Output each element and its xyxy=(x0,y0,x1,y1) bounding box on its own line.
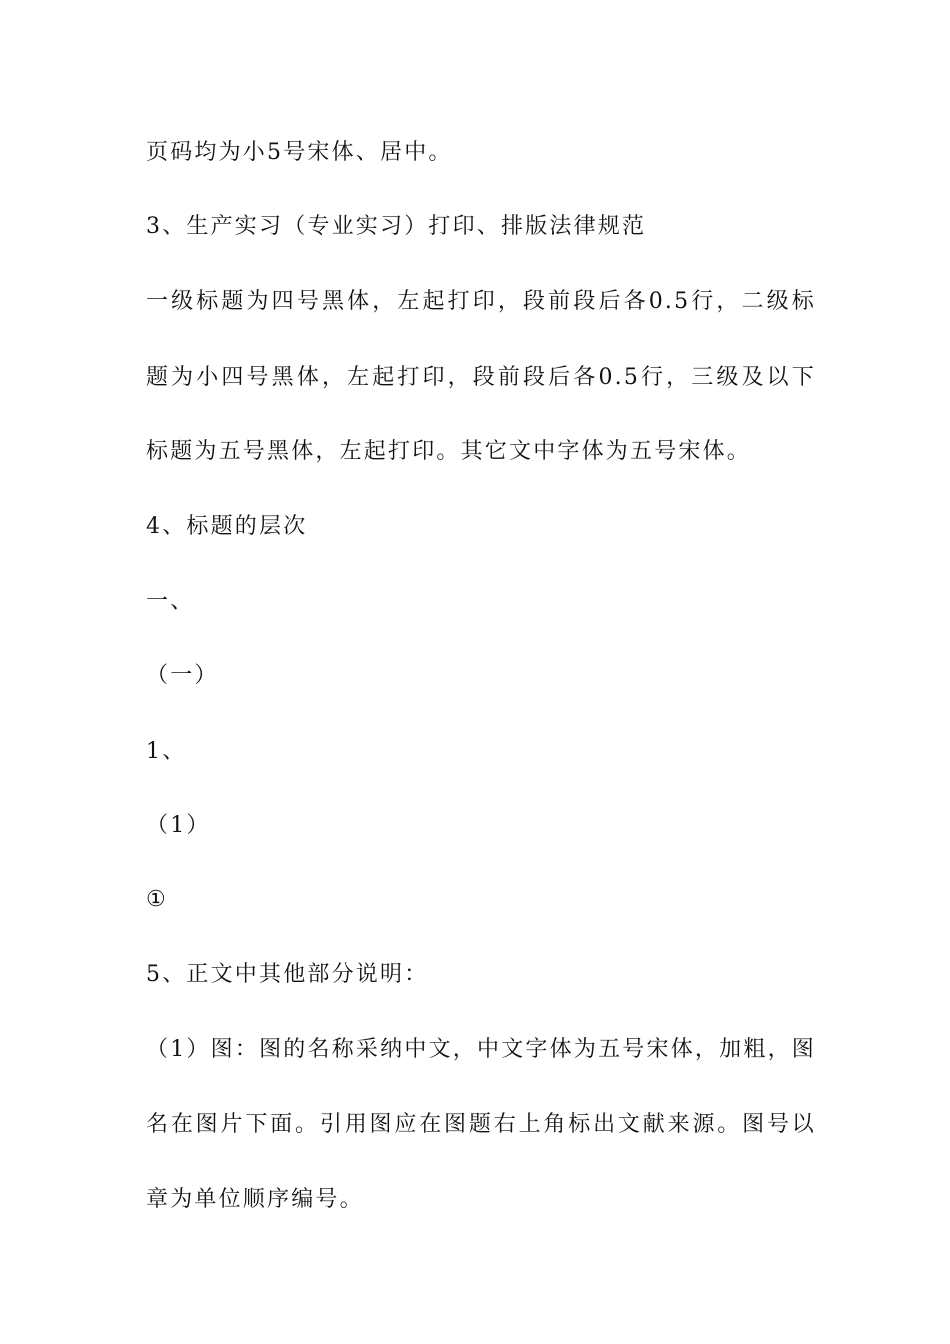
level-example-2: （一） xyxy=(146,663,219,688)
paragraph-line: 章为单位顺序编号。 xyxy=(146,1187,364,1212)
heading-5-other-parts: 5、正文中其他部分说明： xyxy=(146,962,429,987)
text-line-page-number-format: 页码均为小5号宋体、居中。 xyxy=(146,140,453,165)
level-example-5: ① xyxy=(146,887,168,912)
paragraph-line: （1）图：图的名称采纳中文，中文字体为五号宋体，加粗，图 xyxy=(146,1037,816,1062)
paragraph-line: 名在图片下面。引用图应在图题右上角标出文献来源。图号以 xyxy=(146,1112,816,1137)
paragraph-line: 标题为五号黑体，左起打印。其它文中字体为五号宋体。 xyxy=(146,439,752,464)
level-example-3: 1、 xyxy=(146,739,187,764)
heading-3-print-layout: 3、生产实习（专业实习）打印、排版法律规范 xyxy=(146,214,647,239)
level-example-1: 一、 xyxy=(146,589,195,614)
heading-4-title-levels: 4、标题的层次 xyxy=(146,514,308,539)
level-example-4: （1） xyxy=(146,813,211,838)
paragraph-line: 题为小四号黑体，左起打印，段前段后各0.5行，三级及以下 xyxy=(146,365,816,390)
paragraph-line: 一级标题为四号黑体，左起打印，段前段后各0.5行，二级标 xyxy=(146,289,816,314)
